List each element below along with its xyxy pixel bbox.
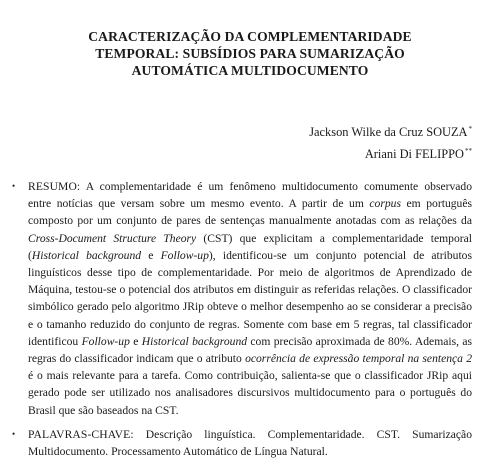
abstract-text-run: ), identificou-se um conjunto potencial de atributos linguísticos desse tipo de complementaridade. Por meio de algoritmos de Aprendizado de Máquina, testou-se o potencial dos atributos em distinguir as referidas relações. O classificador simbólico gerado pelo algoritmo JRip obteve o melhor desempenho ao se considerar a precisão e o tamanho reduzido do conjunto de regras. Somente com base em 5 regras, tal classificador identificou — [28, 248, 472, 348]
title-line-1: CARACTERIZAÇÃO DA COMPLEMENTARIDADE — [88, 29, 412, 44]
bullet-icon: • — [12, 181, 16, 191]
bullet-icon: • — [12, 429, 16, 439]
abstract-text-run: com precisão aproximada de 80%. Ademais, as regras do classificador indicam que o atributo — [28, 334, 473, 366]
abstract-italic-term: Cross-Document Structure Theory — [28, 231, 197, 245]
abstract-section — [12, 178, 472, 419]
keywords-section — [12, 426, 472, 460]
keywords-text — [28, 426, 472, 460]
author-2-mark: ** — [465, 147, 472, 155]
author-2 — [309, 142, 472, 164]
paper-title — [40, 28, 460, 79]
abstract-italic-term: Follow-up — [81, 334, 130, 348]
abstract-text-run: A complementaridade é um fenômeno multidocumento comumente observado entre notícias que versam sobre um mesmo evento. A partir de um — [28, 180, 472, 211]
title-line-3: AUTOMÁTICA MULTIDOCUMENTO — [131, 63, 369, 78]
abstract-italic-term: Historical background — [31, 248, 142, 262]
title-line-2: TEMPORAL: SUBSÍDIOS PARA SUMARIZAÇÃO — [95, 46, 405, 61]
author-1-name: Jackson Wilke da Cruz SOUZA — [309, 125, 468, 139]
author-list — [309, 120, 472, 164]
abstract-italic-term: Historical background — [141, 334, 248, 348]
abstract-label: RESUMO: — [28, 180, 81, 193]
keywords-label: PALAVRAS-CHAVE: — [28, 428, 134, 441]
abstract-body — [28, 180, 472, 417]
abstract-italic-term: ocorrência de expressão temporal na sentença 2 — [245, 352, 473, 366]
abstract-text-run: (CST) que explicitam a complementaridade temporal ( — [28, 231, 472, 262]
abstract-italic-term: Follow-up — [160, 248, 209, 262]
abstract-italic-term: corpus — [369, 197, 401, 211]
author-1-mark: * — [468, 125, 472, 133]
keywords-body: Descrição linguística. Complementaridade. CST. Sumarização Multidocumento. Processamento Automático de Língua Natural. — [28, 428, 472, 459]
abstract-text-run: e — [141, 248, 161, 262]
abstract-text-run: e — [129, 334, 142, 348]
abstract-text — [28, 178, 472, 419]
author-1 — [309, 120, 472, 142]
abstract-text-run: em português composto por um conjunto de pares de sentenças manualmente anotadas com as relações da — [28, 197, 472, 228]
abstract-text-run: é o mais relevante para a tarefa. Como contribuição, salienta-se que o classificador JRip aqui gerado pode ser utilizado nos analisadores discursivos multidocumento para o português do Brasil que são baseados na CST. — [28, 369, 472, 417]
author-2-name: Ariani Di FELIPPO — [364, 147, 464, 161]
